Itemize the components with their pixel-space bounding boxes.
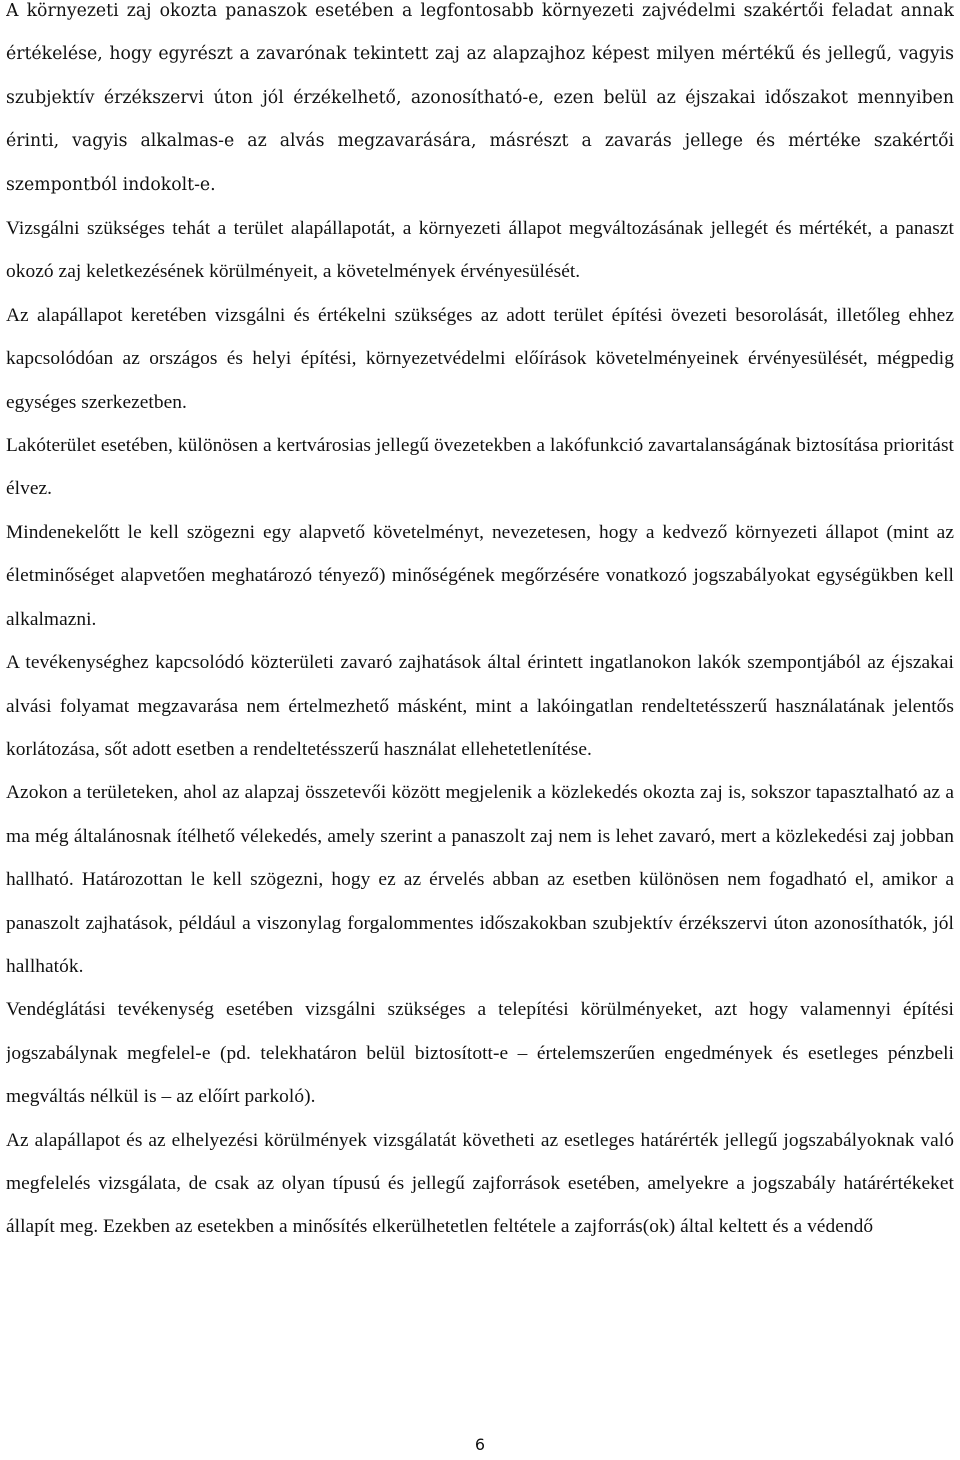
paragraph-7: Azokon a területeken, ahol az alapzaj összetevői között megjelenik a közlekedés okozta zaj is, sokszor tapasztalható az a ma még általánosnak ítélhető vélekedés, amely szerint a panaszolt zaj nem is lehet zavaró, mert a közlekedési zaj jobban hallható. Határozottan le kell szögezni, hogy ez az érvelés abban az esetben különösen nem fogadható el, amikor a panaszolt zajhatások, például a viszonylag forgalommentes időszakokban szubjektív érzékszervi úton azonosíthatók, jól hallhatók.: [6, 782, 954, 977]
paragraph-8: Vendéglátási tevékenység esetében vizsgálni szükséges a telepítési körülményeket, azt hogy valamennyi építési jogszabálynak megfelel-e (pd. telekhatáron belül biztosított-e – értelemszerűen engedmények és esetleges pénzbeli megváltás nélkül is – az előírt parkoló).: [6, 999, 954, 1108]
paragraph-1: A környezeti zaj okozta panaszok esetében a legfontosabb környezeti zajvédelmi szakértői feladat annak értékelése, hogy egyrészt a zavarónak tekintett zaj az alapzajhoz képest milyen mértékű és jellegű, vagyis szubjektív érzékszervi úton jól érzékelhető, azonosítható-e, ezen belül az éjszakai időszakot mennyiben érinti, vagyis alkalmas-e az alvás megzavarására, másrészt a zavarás jellege és mértéke szakértői szempontból indokolt-e.: [6, 1, 954, 195]
document-page: [6, 0, 954, 1430]
paragraph-9: Az alapállapot és az elhelyezési körülmények vizsgálatát követheti az esetleges határérték jellegű jogszabályoknak való megfelelés vizsgálata, de csak az olyan típusú és jellegű zajforrások esetében, amelyekre a jogszabály határértékeket állapít meg. Ezekben az esetekben a minősítés elkerülhetetlen feltétele a zajforrás(ok) által keltett és a védendő: [6, 1129, 954, 1238]
paragraph-2: Vizsgálni szükséges tehát a terület alapállapotát, a környezeti állapot megváltozásának jellegét és mértékét, a panaszt okozó zaj keletkezésének körülményeit, a követelmények érvényesülését.: [6, 218, 954, 283]
paragraph-6: A tevékenységhez kapcsolódó közterületi zavaró zajhatások által érintett ingatlanokon lakók szempontjából az éjszakai alvási folyamat megzavarása nem értelmezhető másként, mint a lakóingatlan rendeltetésszerű használatának jelentős korlátozása, sőt adott esetben a rendeltetésszerű használat ellehetetlenítése.: [6, 652, 954, 760]
paragraph-3: Az alapállapot keretében vizsgálni és értékelni szükséges az adott terület építési övezeti besorolását, illetőleg ehhez kapcsolódóan az országos és helyi építési, környezetvédelmi előírások követelményeinek érvényesülését, mégpedig egységes szerkezetben.: [6, 304, 954, 413]
paragraph-5: Mindenekelőtt le kell szögezni egy alapvető követelményt, nevezetesen, hogy a kedvező környezeti állapot (mint az életminőséget alapvetően meghatározó tényező) minőségének megőrzésére vonatkozó jogszabályokat egységükben kell alkalmazni.: [6, 521, 954, 630]
page-number: 6: [474, 1435, 486, 1454]
paragraph-4: Lakóterület esetében, különösen a kertvárosias jellegű övezetekben a lakófunkció zavartalanságának biztosítása prioritást élvez.: [6, 435, 954, 500]
